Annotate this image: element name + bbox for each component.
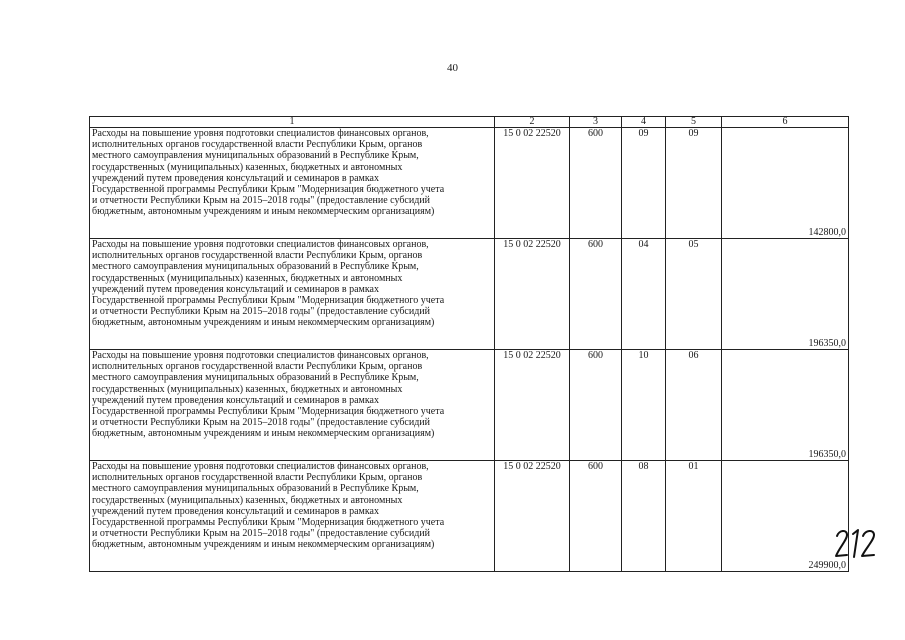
subsection-code: 01 bbox=[666, 461, 722, 572]
column-header: 4 bbox=[622, 117, 666, 128]
page-number: 40 bbox=[447, 62, 458, 74]
column-header: 3 bbox=[570, 117, 622, 128]
target-code: 15 0 02 22520 bbox=[495, 350, 570, 461]
target-code: 15 0 02 22520 bbox=[495, 461, 570, 572]
expense-description: Расходы на повышение уровня подготовки специалистов финансовых органов, исполнительных органов государственной власти Республики Крым, органов местного самоуправления муниципальных образований в Республике Крым, государственных (муниципальных) казенных, бюджетных и автономных учреждений путем проведения консультаций и семинаров в рамках Государственной программы Республики Крым "Модернизация бюджетного учета и отчетности Республики Крым на 2015–2018 годы" (предоставление субсидий бюджетным, автономным учреждениям и иным некоммерческим организациям) bbox=[90, 239, 495, 350]
expense-type: 600 bbox=[570, 128, 622, 239]
subsection-code: 05 bbox=[666, 239, 722, 350]
amount: 249900,0 bbox=[722, 461, 849, 572]
column-header: 2 bbox=[495, 117, 570, 128]
handwritten-page-number bbox=[833, 526, 881, 562]
column-header: 1 bbox=[90, 117, 495, 128]
amount: 142800,0 bbox=[722, 128, 849, 239]
expense-type: 600 bbox=[570, 239, 622, 350]
expense-type: 600 bbox=[570, 350, 622, 461]
table-row bbox=[90, 350, 849, 461]
section-code: 04 bbox=[622, 239, 666, 350]
expense-type: 600 bbox=[570, 461, 622, 572]
target-code: 15 0 02 22520 bbox=[495, 239, 570, 350]
expense-description: Расходы на повышение уровня подготовки специалистов финансовых органов, исполнительных органов государственной власти Республики Крым, органов местного самоуправления муниципальных образований в Республике Крым, государственных (муниципальных) казенных, бюджетных и автономных учреждений путем проведения консультаций и семинаров в рамках Государственной программы Республики Крым "Модернизация бюджетного учета и отчетности Республики Крым на 2015–2018 годы" (предоставление субсидий бюджетным, автономным учреждениям и иным некоммерческим организациям) bbox=[90, 350, 495, 461]
expense-description: Расходы на повышение уровня подготовки специалистов финансовых органов, исполнительных органов государственной власти Республики Крым, органов местного самоуправления муниципальных образований в Республике Крым, государственных (муниципальных) казенных, бюджетных и автономных учреждений путем проведения консультаций и семинаров в рамках Государственной программы Республики Крым "Модернизация бюджетного учета и отчетности Республики Крым на 2015–2018 годы" (предоставление субсидий бюджетным, автономным учреждениям и иным некоммерческим организациям) bbox=[90, 461, 495, 572]
section-code: 09 bbox=[622, 128, 666, 239]
subsection-code: 06 bbox=[666, 350, 722, 461]
section-code: 10 bbox=[622, 350, 666, 461]
amount: 196350,0 bbox=[722, 350, 849, 461]
table-row bbox=[90, 461, 849, 572]
expense-description: Расходы на повышение уровня подготовки специалистов финансовых органов, исполнительных органов государственной власти Республики Крым, органов местного самоуправления муниципальных образований в Республике Крым, государственных (муниципальных) казенных, бюджетных и автономных учреждений путем проведения консультаций и семинаров в рамках Государственной программы Республики Крым "Модернизация бюджетного учета и отчетности Республики Крым на 2015–2018 годы" (предоставление субсидий бюджетным, автономным учреждениям и иным некоммерческим организациям) bbox=[90, 128, 495, 239]
section-code: 08 bbox=[622, 461, 666, 572]
amount: 196350,0 bbox=[722, 239, 849, 350]
column-header: 5 bbox=[666, 117, 722, 128]
column-header: 6 bbox=[722, 117, 849, 128]
subsection-code: 09 bbox=[666, 128, 722, 239]
table-row bbox=[90, 128, 849, 239]
budget-table bbox=[89, 116, 849, 572]
target-code: 15 0 02 22520 bbox=[495, 128, 570, 239]
table-row bbox=[90, 239, 849, 350]
table-header-row bbox=[90, 117, 849, 128]
